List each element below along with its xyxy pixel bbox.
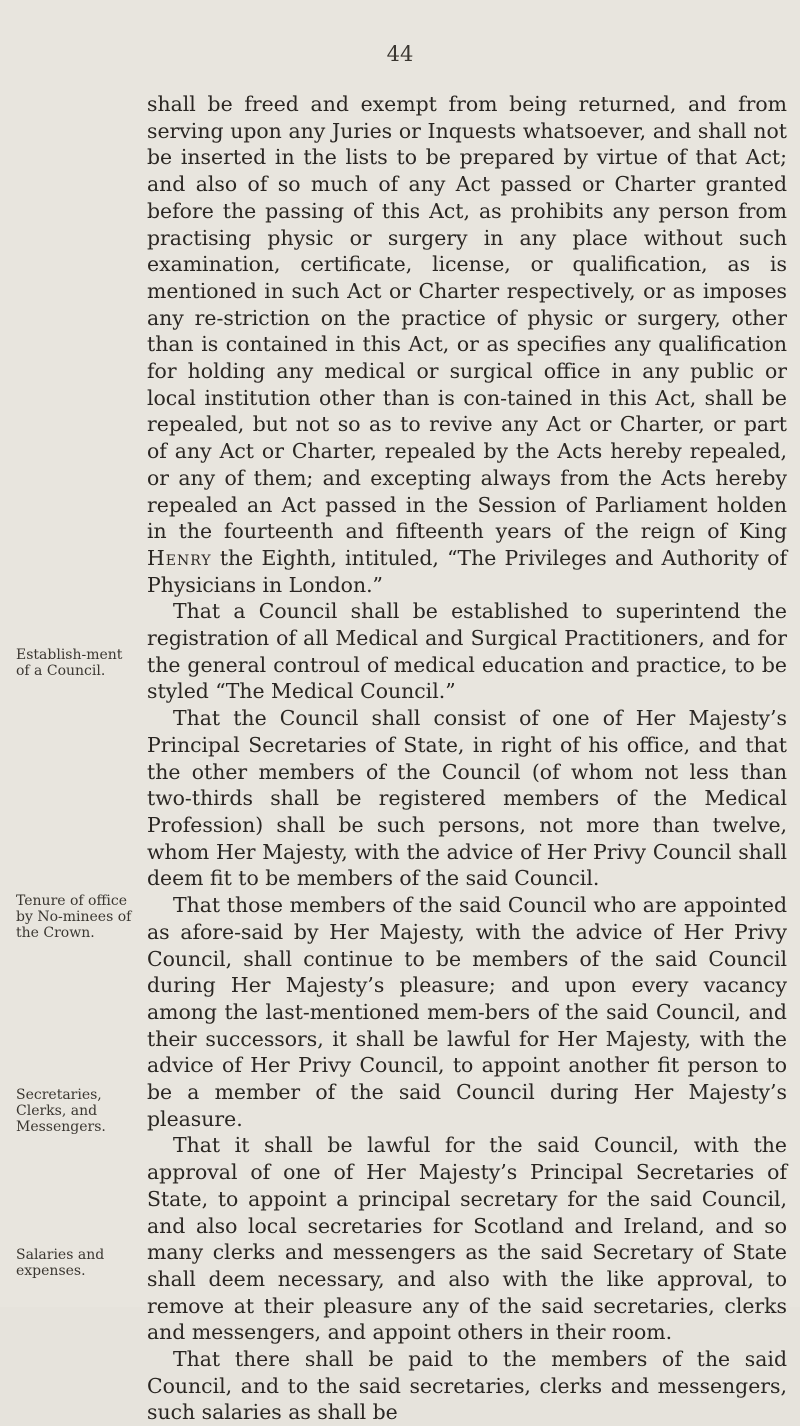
page-number: 44 <box>386 42 414 66</box>
paragraph-secretaries: That it shall be lawful for the said Council, with the approval of one of Her Majesty’s Principal Secretaries of State, to appoint a principal secretary for the said Council, and also local secretaries for Scotland and Ireland, and so many clerks and messengers as the said Secretary of State shall deem necessary, and also with the like approval, to remove at their pleasure any of the said secretaries, clerks and messengers, and appoint others in their room. <box>147 1133 787 1345</box>
paragraph-repeal <box>147 91 787 598</box>
sidenote-council: Establish-ment of a Council. <box>16 647 123 679</box>
paragraph-repeal-text-end: the Eighth, intituled, “The Privileges and Authority of Physicians in London.” <box>147 545 787 597</box>
paragraph-council-establishment: That a Council shall be established to superintend the registration of all Medical and Surgical Practitioners, and for the general controul of medical education and practice, to be styled “The Medical Council.” <box>147 599 787 704</box>
paragraph-salaries: That there shall be paid to the members of the said Council, and to the said secretaries, clerks and messengers, such salaries as shall be <box>147 1347 787 1425</box>
sidenote-salaries: Salaries and expenses. <box>16 1247 105 1279</box>
paragraph-tenure: That those members of the said Council who are appointed as afore-said by Her Majesty, with the advice of Her Privy Council, shall continue to be members of the said Council during Her Majesty’s pleasure; and upon every vacancy among the last-mentioned mem-bers of the said Council, and their successors, it shall be lawful for Her Majesty, with the advice of Her Privy Council, to appoint another fit person to be a member of the said Council during Her Majesty’s pleasure. <box>147 893 787 1131</box>
paragraph-council-composition: That the Council shall consist of one of Her Majesty’s Principal Secretaries of State, in right of his office, and that the other members of the Council (of whom not less than two-thirds shall be registered members of the Medical Profession) shall be such persons, not more than twelve, whom Her Majesty, with the advice of Her Privy Council shall deem fit to be members of the said Council. <box>147 706 787 891</box>
king-name: Henry <box>147 545 212 570</box>
sidenote-secretaries: Secretaries, Clerks, and Messengers. <box>16 1087 106 1135</box>
body-text <box>147 91 787 1426</box>
paragraph-repeal-text: shall be freed and exempt from being returned, and from serving upon any Juries or Inquests whatsoever, and shall not be inserted in the lists to be prepared by virtue of that Act; and also of so much of any Act passed or Charter granted before the passing of this Act, as prohibits any person from practising physic or surgery in any place without such examination, certificate, license, or qualification, as is mentioned in such Act or Charter respectively, or as imposes any re-striction on the practice of physic or surgery, other than is contained in this Act, or as specifies any qualification for holding any medical or surgical office in any public or local institution other than is con-tained in this Act, shall be repealed, but not so as to revive any Act or Charter, or part of any Act or Charter, repealed by the Acts hereby repealed, or any of them; and excepting always from the Acts hereby repealed an Act passed in the Session of Parliament holden in the fourteenth and fifteenth years of the reign of King <box>147 92 787 544</box>
sidenote-tenure: Tenure of office by No-minees of the Crown. <box>16 893 132 941</box>
